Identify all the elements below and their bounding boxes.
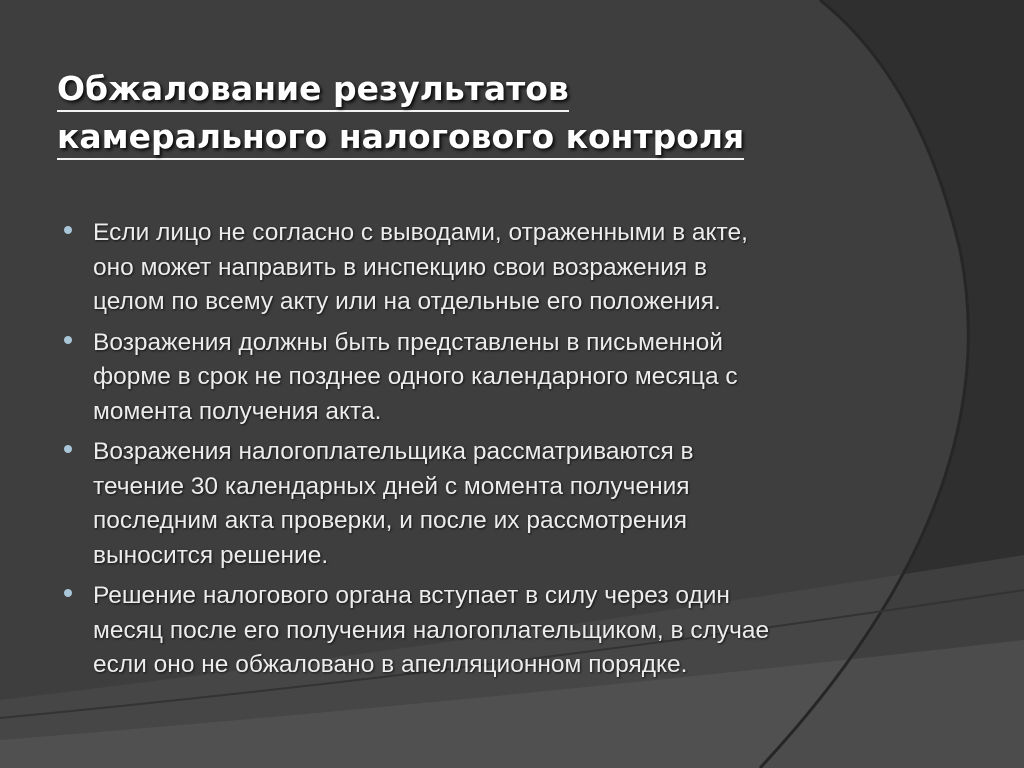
bullet-line: Если лицо не согласно с выводами, отраженными в акте, — [93, 219, 748, 246]
bullet-item — [64, 216, 894, 320]
slide-title-line: Обжалование результатов — [57, 68, 569, 112]
bullet-line: выносится решение. — [93, 541, 329, 569]
bullet-dot-icon — [64, 336, 72, 344]
bullet-line: форме в срок не позднее одного календарного месяца с — [93, 363, 738, 390]
bullet-dot-icon — [64, 589, 72, 597]
bullet-line: если оно не обжаловано в апелляционном порядке. — [93, 651, 688, 678]
slide-title — [57, 68, 917, 164]
bullet-item — [64, 579, 894, 683]
bullet-line: Возражения налогоплательщика рассматриваются в — [93, 438, 694, 465]
bullet-item — [64, 326, 894, 430]
bullet-line: Возражения должны быть представлены в письменной — [93, 328, 723, 356]
bullet-dot-icon — [64, 445, 72, 453]
bullet-line: момента получения акта. — [93, 397, 382, 425]
bullet-list — [64, 216, 894, 689]
bullet-line: течение 30 календарных дней с момента получения — [93, 472, 690, 500]
bullet-line: целом по всему акту или на отдельные его положения. — [93, 288, 721, 315]
slide-title-line: камерального налогового контроля — [57, 116, 744, 160]
bullet-line: месяц после его получения налогоплательщиком, в случае — [93, 616, 770, 644]
bullet-line: оно может направить в инспекцию свои возражения в — [93, 253, 707, 281]
bullet-dot-icon — [64, 226, 72, 234]
bullet-line: Решение налогового органа вступает в силу через один — [93, 582, 730, 609]
bullet-item — [64, 435, 894, 573]
bullet-line: последним акта проверки, и после их рассмотрения — [93, 507, 687, 534]
